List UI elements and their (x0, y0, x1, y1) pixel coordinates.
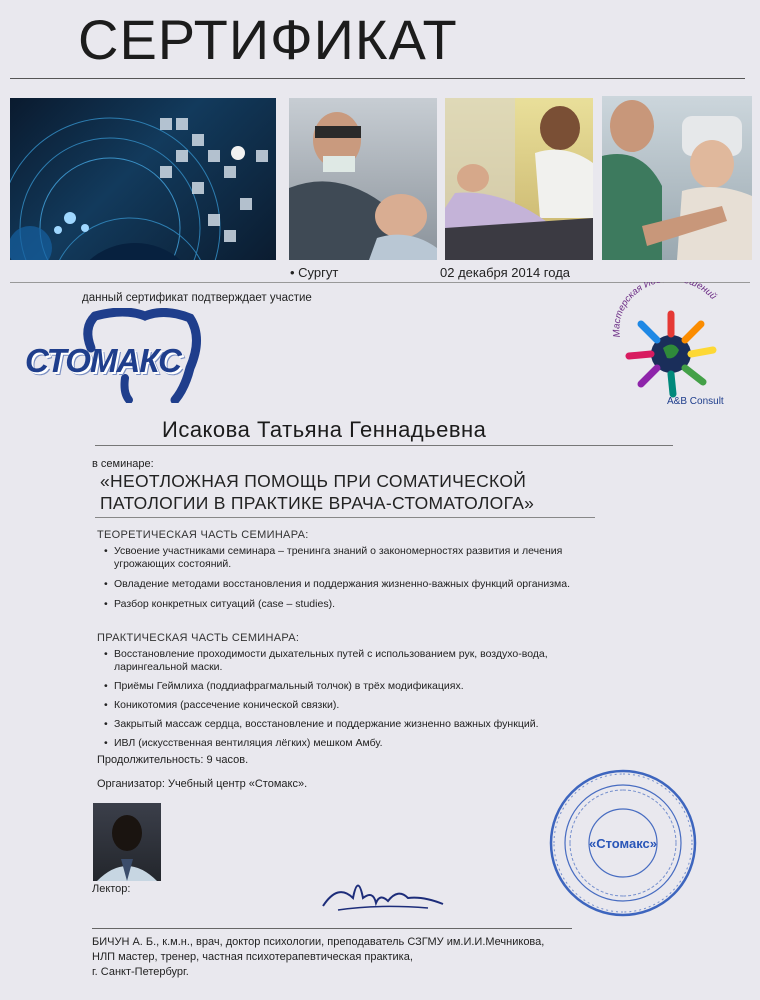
partner-logo (605, 282, 735, 407)
participant-name: Исакова Татьяна Геннадьевна (162, 417, 487, 442)
list-item: • Восстановление проходимости дыхательных путей с использованием рук, воздухо-вода, ларингеальной маски. (104, 648, 604, 674)
practice-heading: ПРАКТИЧЕСКАЯ ЧАСТЬ СЕМИНАРА: (97, 632, 300, 644)
confirm-text: данный сертификат подтверждает участие (82, 292, 312, 304)
city-label: • Сургут (290, 265, 339, 280)
organizer-text: Организатор: Учебный центр «Стомакс». (97, 778, 308, 790)
seminar-underline (95, 517, 595, 518)
title-underline (10, 78, 745, 79)
svg-text:Мастерская Идей и Решений: Мастерская И шений (611, 282, 719, 338)
list-item: • Коникотомия (рассечение конической связки). (104, 699, 604, 712)
lector-info-line-3: г. Санкт-Петербург. (92, 966, 189, 978)
lector-info-line-1: БИЧУН А. Б., к.м.н., врач, доктор психологии, преподаватель СЗГМУ им.И.И.Мечникова, (92, 936, 545, 948)
seminar-title-line-1: «НЕОТЛОЖНАЯ ПОМОЩЬ ПРИ СОМАТИЧЕСКОЙ (100, 471, 527, 491)
seminar-label: в семинаре: (92, 458, 154, 470)
theory-list (104, 545, 604, 617)
certificate-title: СЕРТИФИКАТ (78, 8, 458, 71)
list-item: • Разбор конкретных ситуаций (case – studies). (104, 598, 604, 611)
organization-stamp (548, 768, 698, 918)
seminar-title-line-2: ПАТОЛОГИИ В ПРАКТИКЕ ВРАЧА-СТОМАТОЛОГА» (100, 493, 535, 513)
abstract-circles-graphic (10, 98, 276, 260)
hands-globe-icon (605, 282, 735, 407)
stomaks-logo (25, 308, 235, 403)
list-item: • Приёмы Геймлиха (поддиафрагмальный толчок) в трёх модификациях. (104, 680, 604, 693)
seminar-title (100, 470, 534, 514)
lector-info (92, 935, 592, 980)
theory-heading: ТЕОРЕТИЧЕСКАЯ ЧАСТЬ СЕМИНАРА: (97, 529, 309, 541)
dentist-photo-3 (602, 96, 752, 260)
lector-underline (92, 928, 572, 929)
lector-info-line-2: НЛП мастер, тренер, частная психотерапевтическая практика, (92, 951, 413, 963)
duration-text: Продолжительность: 9 часов. (97, 754, 249, 766)
list-item: • Закрытый массаж сердца, восстановление и поддержание жизненно важных функций. (104, 718, 604, 731)
date-label: 02 декабря 2014 года (440, 265, 571, 280)
signature (318, 868, 448, 918)
practice-list (104, 648, 604, 756)
list-item: • Овладение методами восстановления и поддержания жизненно-важных функций организма. (104, 578, 604, 591)
lector-label: Лектор: (92, 883, 131, 895)
dentist-photo-1 (289, 98, 437, 260)
list-item: • ИВЛ (искусственная вентиляция лёгких) мешком Амбу. (104, 737, 604, 750)
svg-text:A&B Consult: A&B Consult (667, 396, 724, 407)
name-underline (95, 445, 673, 446)
abstract-banner-image (10, 98, 276, 260)
dentist-photo-2 (445, 98, 593, 260)
lector-photo (93, 803, 161, 881)
list-item: • Усвоение участниками семинара – тренинга знаний о закономерностях развития и лечения угрожающих состояний. (104, 545, 604, 571)
stamp-text: «Стомакс» (588, 836, 658, 851)
logo-text: СТОМАКС (25, 342, 181, 379)
